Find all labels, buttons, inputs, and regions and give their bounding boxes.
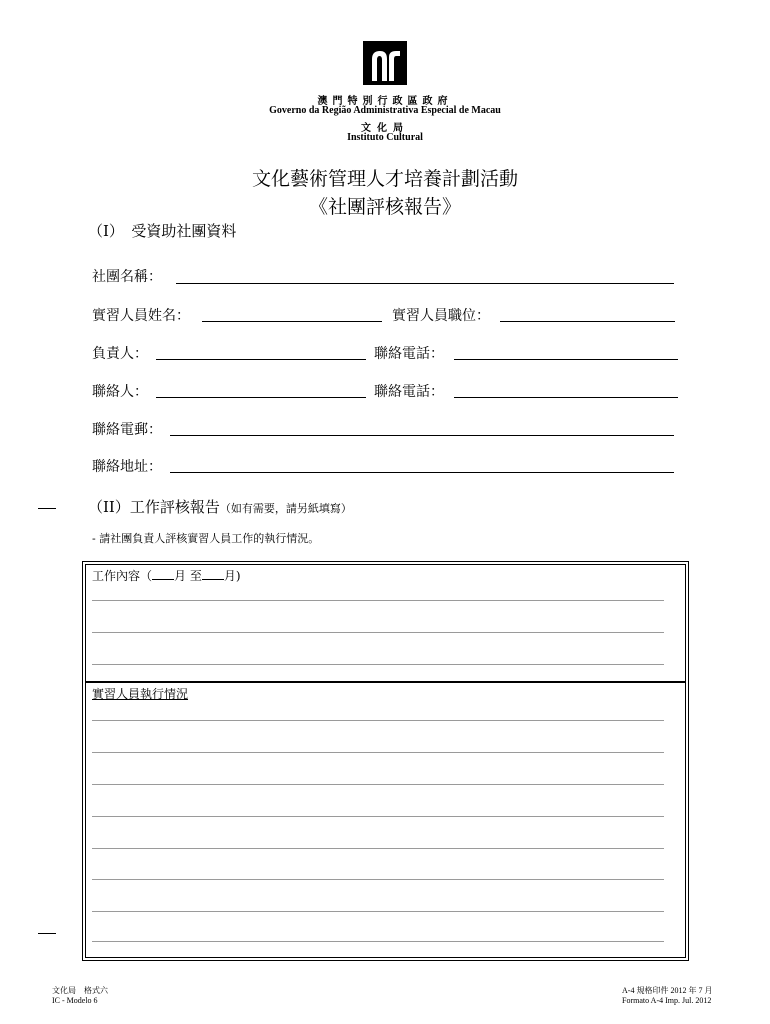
section-1-heading: （I） 受資助社團資料: [88, 222, 237, 240]
write-line[interactable]: [92, 664, 664, 665]
write-line[interactable]: [92, 879, 664, 880]
month-to-field[interactable]: [202, 569, 224, 580]
document-subtitle: 《社團評核報告》: [308, 196, 461, 218]
performance-label: 實習人員執行情況: [92, 687, 189, 701]
footer-print-cn: A-4 規格印件 2012 年 7 月: [622, 986, 713, 995]
section-2-heading-row: [88, 496, 352, 517]
write-line[interactable]: [92, 600, 664, 601]
write-line[interactable]: [92, 720, 664, 721]
phone-label-2: 聯絡電話：: [374, 384, 444, 400]
margin-mark: [38, 508, 56, 509]
intern-name-label: 實習人員姓名：: [92, 308, 190, 324]
phone-label-1: 聯絡電話：: [374, 346, 444, 362]
email-field[interactable]: [170, 435, 674, 436]
org-name-chinese: 澳門特別行政區政府: [317, 96, 453, 107]
dept-name-english: Instituto Cultural: [347, 132, 423, 143]
intern-name-field[interactable]: [202, 321, 382, 322]
footer-left: [52, 986, 108, 1006]
write-line[interactable]: [92, 941, 664, 942]
write-line[interactable]: [92, 816, 664, 817]
person-in-charge-field[interactable]: [156, 359, 366, 360]
intern-position-label: 實習人員職位：: [392, 308, 490, 324]
instruction-text: - 請社團負責人評核實習人員工作的執行情況。: [92, 532, 320, 545]
person-in-charge-label: 負責人：: [92, 346, 148, 362]
section-2-note: （如有需要，請另紙填寫）: [219, 502, 352, 515]
work-content-section: [85, 564, 686, 682]
phone-field-2[interactable]: [454, 397, 678, 398]
phone-field-1[interactable]: [454, 359, 678, 360]
write-line[interactable]: [92, 632, 664, 633]
write-line[interactable]: [92, 911, 664, 912]
address-field[interactable]: [170, 472, 674, 473]
footer-right: [622, 986, 712, 1006]
instituto-cultural-logo-icon: [363, 41, 407, 85]
contact-person-field[interactable]: [156, 397, 366, 398]
work-content-label: 工作內容（ 月 至 月): [92, 569, 241, 583]
footer-form-pt: IC - Modelo 6: [52, 996, 98, 1005]
org-name-field[interactable]: [176, 283, 674, 284]
footer-print-pt: Formato A-4 Imp. Jul. 2012: [622, 996, 712, 1005]
email-label: 聯絡電郵：: [92, 422, 162, 438]
footer-form-cn: 文化局 格式六: [52, 986, 108, 995]
document-title: 文化藝術管理人才培養計劃活動: [251, 168, 518, 190]
month-from-field[interactable]: [152, 569, 174, 580]
org-name-label: 社團名稱：: [92, 269, 162, 285]
address-label: 聯絡地址：: [92, 459, 162, 475]
margin-mark: [38, 933, 56, 934]
org-name-portuguese: Governo da Região Administrativa Especial de Macau: [269, 105, 501, 116]
performance-section: [85, 682, 686, 958]
contact-person-label: 聯絡人：: [92, 384, 148, 400]
write-line[interactable]: [92, 752, 664, 753]
dept-name-chinese: 文化局: [361, 123, 409, 134]
section-2-heading: （II）工作評核報告: [88, 498, 220, 516]
intern-position-field[interactable]: [500, 321, 675, 322]
write-line[interactable]: [92, 784, 664, 785]
write-line[interactable]: [92, 848, 664, 849]
